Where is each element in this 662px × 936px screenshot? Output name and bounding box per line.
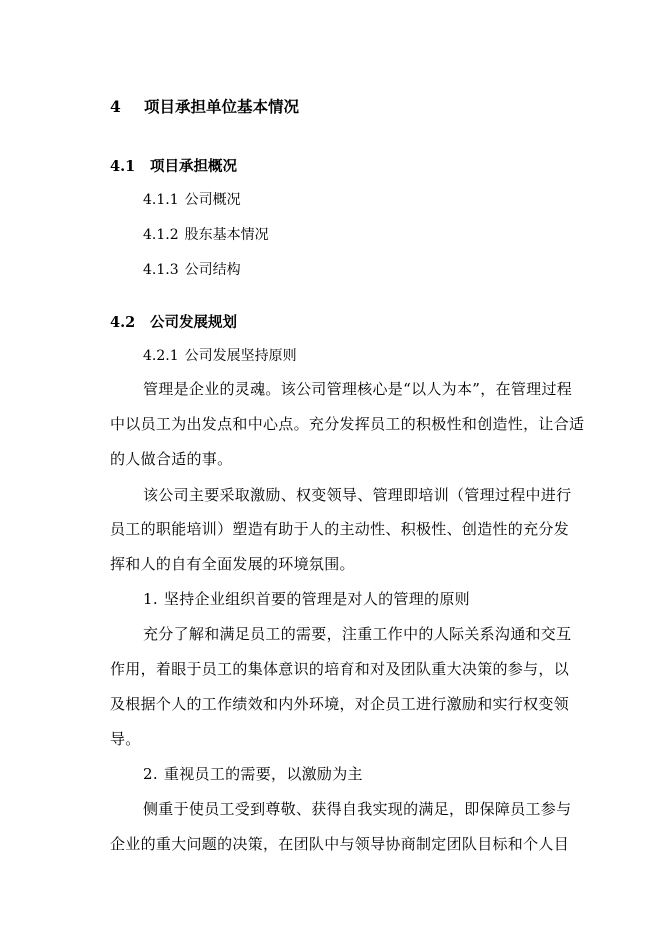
paragraph-3-line-4: 导。	[110, 730, 141, 748]
section-title: 公司发展规划	[150, 314, 237, 331]
paragraph-3-line-2: 作用，着眼于员工的集体意识的培育和对及团队重大决策的参与，以	[110, 660, 570, 678]
paragraph-2-line-1: 该公司主要采取激励、权变领导、管理即培训（管理过程中进行	[143, 486, 572, 504]
section-title: 项目承担概况	[150, 158, 237, 175]
list-item-2	[143, 763, 363, 784]
subsection-4-1-3	[143, 259, 241, 279]
list-item-title: 重视员工的需要，以激励为主	[163, 765, 363, 783]
paragraph-4-line-2: 企业的重大问题的决策，在团队中与领导协商制定团队目标和个人目	[110, 835, 570, 853]
subsection-4-1-2	[143, 224, 269, 244]
subsection-title: 公司发展坚持原则	[184, 348, 297, 364]
paragraph-2-line-2: 员工的职能培训）塑造有助于人的主动性、积极性、创造性的充分发	[110, 520, 570, 538]
section-number: 4.2	[110, 314, 136, 331]
paragraph-2-line-3: 挥和人的自有全面发展的环境氛围。	[110, 555, 355, 573]
list-item-number: 1.	[143, 590, 158, 608]
chapter-heading	[110, 95, 299, 117]
paragraph-3-line-3: 及根据个人的工作绩效和内外环境，对企员工进行激励和实行权变领	[110, 695, 570, 713]
section-number: 4.1	[110, 158, 136, 175]
paragraph-1-line-3: 的人做合适的事。	[110, 450, 233, 468]
section-heading-4-2	[110, 311, 237, 332]
subsection-number: 4.1.2	[143, 227, 179, 243]
chapter-number: 4	[110, 97, 121, 116]
paragraph-1-line-1: 管理是企业的灵魂。该公司管理核心是“以人为本”，在管理过程	[143, 380, 573, 398]
list-item-1	[143, 588, 470, 609]
subsection-4-2-1	[143, 345, 297, 365]
subsection-number: 4.2.1	[143, 348, 179, 364]
paragraph-3-line-1: 充分了解和满足员工的需要，注重工作中的人际关系沟通和交互	[143, 625, 572, 643]
subsection-title: 公司结构	[184, 262, 241, 278]
subsection-number: 4.1.1	[143, 192, 179, 208]
paragraph-1-line-2: 中以员工为出发点和中心点。充分发挥员工的积极性和创造性，让合适	[110, 415, 585, 433]
section-heading-4-1	[110, 155, 237, 176]
subsection-number: 4.1.3	[143, 262, 179, 278]
subsection-title: 公司概况	[184, 192, 241, 208]
subsection-title: 股东基本情况	[184, 227, 269, 243]
list-item-title: 坚持企业组织首要的管理是对人的管理的原则	[163, 590, 470, 608]
chapter-title: 项目承担单位基本情况	[144, 97, 300, 116]
paragraph-4-line-1: 侧重于使员工受到尊敬、获得自我实现的满足，即保障员工参与	[143, 800, 572, 818]
subsection-4-1-1	[143, 189, 241, 209]
list-item-number: 2.	[143, 765, 158, 783]
